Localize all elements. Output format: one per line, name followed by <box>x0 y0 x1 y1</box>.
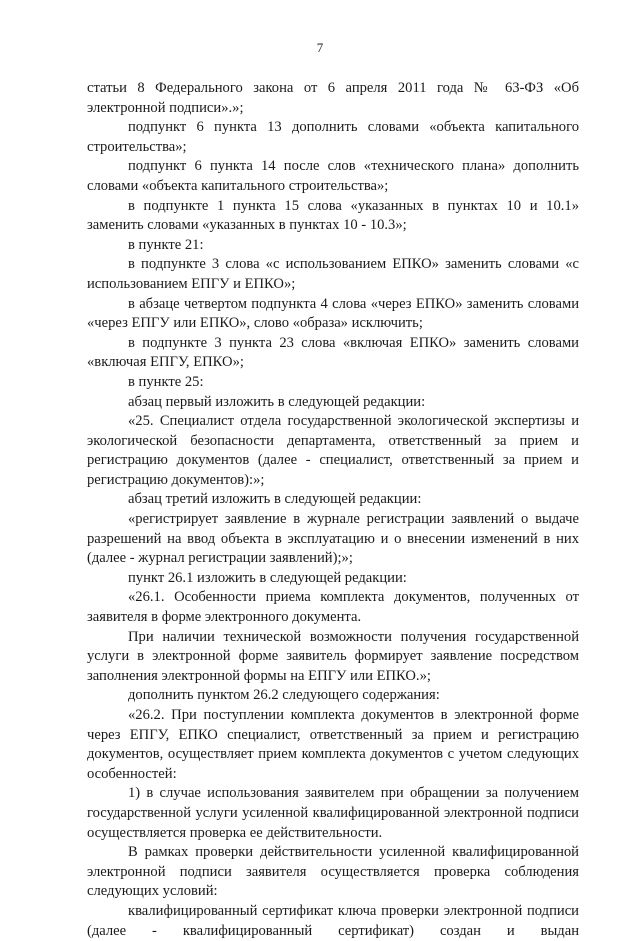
paragraph: в пункте 25: <box>128 373 204 390</box>
paragraph: пункт 26.1 изложить в следующей редакции: <box>128 569 407 586</box>
document-body <box>87 79 579 941</box>
paragraph: «25. Специалист отдела государственной экологической экспертизы и экологической безопасности департамента, ответственный за прием и регистрацию документов (далее - специалист, ответственный за прием и регистрацию документов):»; <box>87 413 579 488</box>
paragraph: подпункт 6 пункта 14 после слов «технического плана» дополнить словами «объекта капитального строительства»; <box>87 158 579 194</box>
paragraph: в подпункте 1 пункта 15 слова «указанных в пунктах 10 и 10.1» заменить словами «указанных в пунктах 10 - 10.3»; <box>87 197 579 234</box>
paragraph: «регистрирует заявление в журнале регистрации заявлений о выдаче разрешений на ввод объекта в эксплуатацию и о внесении изменений в них (далее - журнал регистрации заявлений);»; <box>87 511 579 567</box>
page-number: 7 <box>316 40 324 55</box>
paragraph: абзац третий изложить в следующей редакции: <box>128 491 422 508</box>
paragraph: абзац первый изложить в следующей редакции: <box>128 393 426 410</box>
paragraph: в абзаце четвертом подпункта 4 слова «через ЕПКО» заменить словами «через ЕПГУ или ЕПКО», слово «образа» исключить; <box>87 295 579 332</box>
paragraph: в пункте 21: <box>128 236 204 253</box>
paragraph: в подпункте 3 пункта 23 слова «включая ЕПКО» заменить словами «включая ЕПГУ, ЕПКО»; <box>87 334 579 371</box>
paragraph: При наличии технической возможности получения государственной услуги в электронной форме заявитель формирует заявление посредством заполнения электронной формы на ЕПГУ или ЕПКО.»; <box>87 628 579 684</box>
paragraph: подпункт 6 пункта 13 дополнить словами «объекта капитального строительства»; <box>87 119 579 155</box>
paragraph: квалифицированный сертификат ключа проверки электронной подписи (далее - квалифицированный сертификат) создан и выдан <box>87 902 579 939</box>
paragraph: «26.1. Особенности приема комплекта документов, полученных от заявителя в форме электронного документа. <box>87 589 579 626</box>
paragraph: «26.2. При поступлении комплекта документов в электронной форме через ЕПГУ, ЕПКО специалист, ответственный за прием и регистрацию документов, осуществляет прием комплекта документов с учетом следующих особенностей: <box>87 707 579 782</box>
paragraph: дополнить пунктом 26.2 следующего содержания: <box>128 687 440 704</box>
paragraph: В рамках проверки действительности усиленной квалифицированной электронной подписи заявителя осуществляется проверка соблюдения следующих условий: <box>87 844 579 900</box>
paragraph: 1) в случае использования заявителем при обращении за получением государственной услуги усиленной квалифицированной электронной подписи осуществляется проверка ее действительности. <box>87 785 579 841</box>
paragraph: статьи 8 Федерального закона от 6 апреля 2011 года № 63-ФЗ «Об электронной подписи».»; <box>87 80 579 116</box>
paragraph: в подпункте 3 слова «с использованием ЕПКО» заменить словами «с использованием ЕПГУ и ЕПКО»; <box>87 256 579 292</box>
